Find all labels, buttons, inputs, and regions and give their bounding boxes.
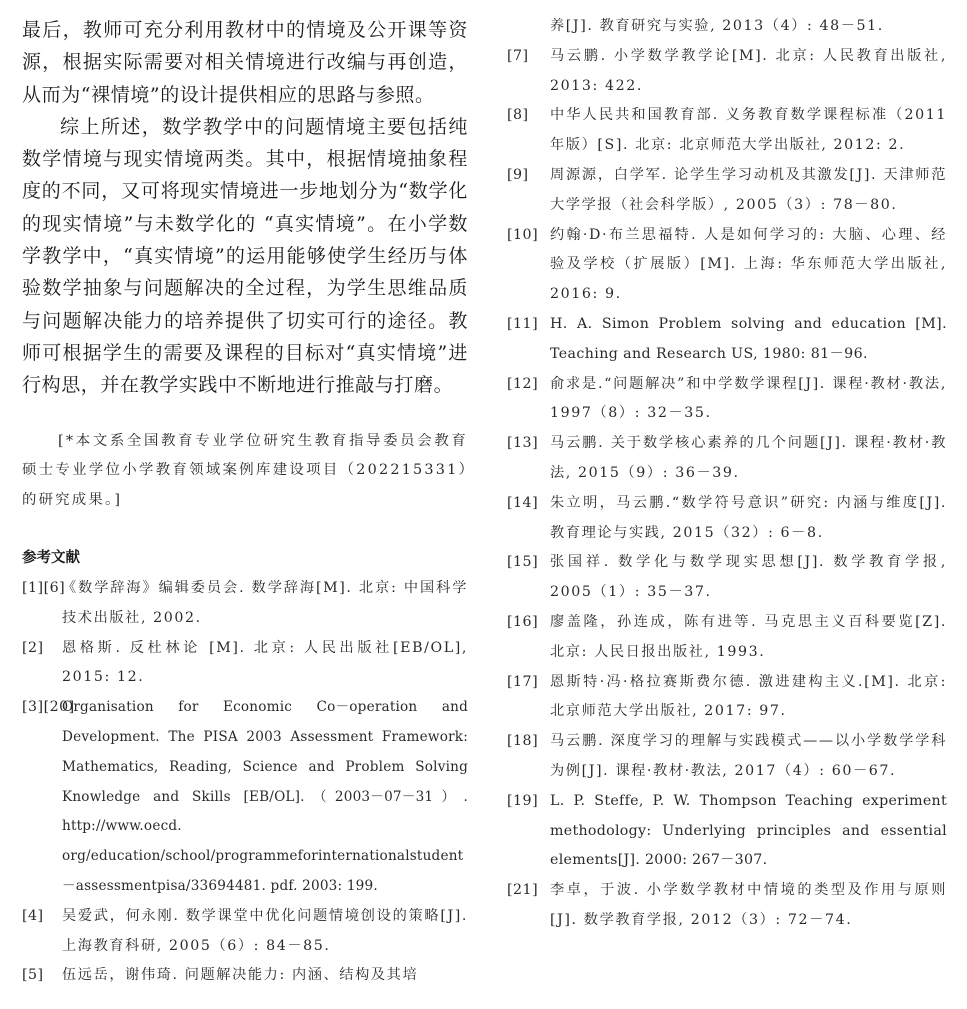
- reference-text: 周源源，白学军. 论学生学习动机及其激发[J]. 天津师范大学学报（社会科学版）, 2005（3）: 78－80.: [550, 166, 947, 213]
- reference-item: [507, 787, 947, 876]
- reference-number: [5]: [22, 967, 44, 984]
- reference-number: [11]: [507, 315, 539, 332]
- funding-note: [*本文系全国教育专业学位研究生教育指导委员会教育硕士专业学位小学教育领域案例库建设项目（202215331）的研究成果。]: [22, 432, 468, 509]
- reference-item: [22, 961, 468, 991]
- references-list-right: [507, 42, 947, 936]
- reference-item: [507, 221, 947, 310]
- reference-item: [22, 693, 468, 902]
- reference-item: [507, 429, 947, 489]
- reference-number: [8]: [507, 107, 529, 124]
- reference-item: [507, 310, 947, 370]
- reference-number: [3][20]: [22, 699, 75, 716]
- reference-text: 李卓，于波. 小学数学教材中情境的类型及作用与原则[J]. 数学教育学报, 2012（3）: 72－74.: [550, 882, 947, 928]
- reference-number: [10]: [507, 226, 539, 243]
- reference-continuation: [507, 12, 947, 42]
- body-paragraph-conclusion-intro: 最后，教师可充分利用教材中的情境及公开课等资源，根据实际需要对相关情境进行改编与再创造，从而为“裸情境”的设计提供相应的思路与参照。: [22, 19, 468, 106]
- references-heading: 参考文献: [22, 549, 80, 566]
- references-list-left: [22, 574, 468, 991]
- left-column: [22, 0, 468, 991]
- reference-item: [507, 489, 947, 549]
- reference-number: [1][6]: [22, 579, 66, 596]
- reference-text: 恩格斯. 反杜林论 [M]. 北京: 人民出版社[EB/OL], 2015: 12.: [62, 639, 468, 686]
- reference-number: [21]: [507, 882, 539, 899]
- reference-text: 朱立明，马云鹏.“数学符号意识”研究: 内涵与维度[J]. 教育理论与实践, 2015（32）: 6－8.: [550, 494, 947, 541]
- reference-number: [19]: [507, 792, 539, 809]
- reference-text: 伍远岳，谢伟琦. 问题解决能力: 内涵、结构及其培: [62, 967, 419, 984]
- reference-item: [507, 42, 947, 102]
- reference-text: 马云鹏. 关于数学核心素养的几个问题[J]. 课程·教材·教法, 2015（9）: 36－39.: [550, 435, 947, 481]
- reference-item: [22, 902, 468, 962]
- reference-number: [9]: [507, 166, 529, 183]
- reference-item: [507, 608, 947, 668]
- reference-text: 廖盖隆，孙连成，陈有进等. 马克思主义百科要览[Z]. 北京: 人民日报出版社, 1993.: [550, 613, 947, 660]
- reference-text: Organisation for Economic Co－operation and Development. The PISA 2003 Assessment Framework: Mathematics, Reading, Science and Problem Solving Knowledge and Skills [EB/OL].（2003－07－31）. http://www.oecd. org/education/school/programmeforinternationalstudent－assessmentpisa/33694481. pdf. 2003: 199.: [62, 699, 468, 894]
- body-paragraph-summary: 综上所述，数学教学中的问题情境主要包括纯数学情境与现实情境两类。其中，根据情境抽象程度的不同，又可将现实情境进一步地划分为“数学化的现实情境”与未数学化的 “真实情境”。在小学数学教学中，“真实情境”的运用能够使学生经历与体验数学抽象与问题解决的全过程，为学生思维品质与问题解决能力的培养提供了切实可行的途径。教师可根据学生的需要及课程的目标对“真实情境”进行构思，并在教学实践中不断地进行推敲与打磨。: [22, 115, 468, 397]
- right-column: [507, 0, 947, 936]
- reference-item: [22, 634, 468, 694]
- reference-text: 吴爱武，何永刚. 数学课堂中优化问题情境创设的策略[J]. 上海教育科研, 2005（6）: 84－85.: [62, 907, 468, 954]
- reference-text: 恩斯特·冯·格拉赛斯费尔德. 激进建构主义.[M]. 北京: 北京师范大学出版社, 2017: 97.: [550, 673, 947, 720]
- reference-number: [17]: [507, 673, 539, 690]
- reference-number: [18]: [507, 733, 539, 750]
- reference-number: [7]: [507, 47, 529, 64]
- reference-text: 约翰·D·布兰思福特. 人是如何学习的: 大脑、心理、经验及学校（扩展版）[M]. 上海: 华东师范大学出版社, 2016: 9.: [550, 226, 947, 303]
- reference-item: [507, 101, 947, 161]
- reference-text: 俞求是.“问题解决”和中学数学课程[J]. 课程·教材·教法, 1997（8）: 32－35.: [550, 375, 947, 422]
- reference-number: [15]: [507, 554, 539, 571]
- reference-text: 张国祥. 数学化与数学现实思想[J]. 数学教育学报, 2005（1）: 35－37.: [550, 554, 947, 601]
- reference-number: [13]: [507, 435, 539, 452]
- reference-item: [507, 876, 947, 936]
- reference-text: 马云鹏. 小学数学教学论[M]. 北京: 人民教育出版社, 2013: 422.: [550, 47, 947, 94]
- reference-text: 马云鹏. 深度学习的理解与实践模式——以小学数学学科为例[J]. 课程·教材·教法, 2017（4）: 60－67.: [550, 733, 947, 779]
- reference-text: 养[J]. 教育研究与实验, 2013（4）: 48－51.: [550, 18, 884, 34]
- reference-item: [507, 548, 947, 608]
- reference-item: [507, 161, 947, 221]
- reference-number: [16]: [507, 613, 539, 630]
- reference-text: L. P. Steffe, P. W. Thompson Teaching experiment methodology: Underlying principles and essential elements[J]. 2000: 267－307.: [550, 792, 947, 869]
- reference-number: [12]: [507, 375, 539, 392]
- reference-item: [507, 668, 947, 728]
- reference-item: [507, 727, 947, 787]
- reference-number: [2]: [22, 639, 44, 656]
- reference-item: [22, 574, 468, 634]
- reference-text: 《数学辞海》编辑委员会. 数学辞海[M]. 北京: 中国科学技术出版社, 2002.: [62, 579, 468, 626]
- reference-item: [507, 370, 947, 430]
- reference-number: [4]: [22, 907, 44, 924]
- reference-text: H. A. Simon Problem solving and education [M]. Teaching and Research US, 1980: 81－96.: [550, 315, 947, 362]
- reference-number: [14]: [507, 494, 539, 511]
- reference-text: 中华人民共和国教育部. 义务教育数学课程标准（2011 年版）[S]. 北京: 北京师范大学出版社, 2012: 2.: [550, 107, 947, 154]
